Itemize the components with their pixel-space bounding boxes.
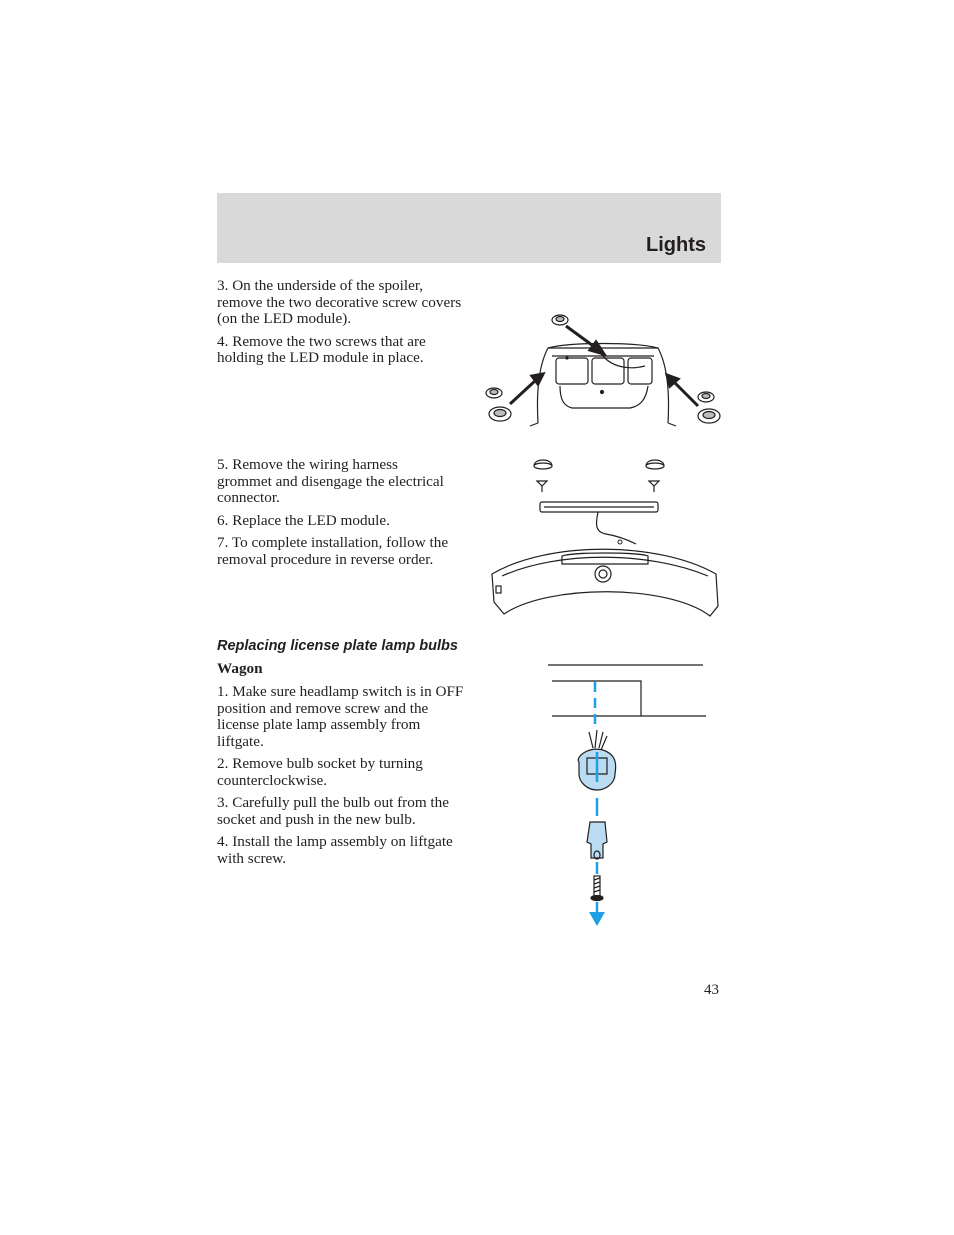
spoiler-underside-illustration (480, 308, 725, 428)
screw-cover-top (552, 315, 568, 325)
wagon-label: Wagon (217, 660, 263, 677)
license-step-3: 3. Carefully pull the bulb out from the socket and push in the new bulb. (217, 794, 449, 828)
section-header-band (217, 193, 721, 263)
bulb-part (587, 822, 607, 859)
spoiler-part (492, 549, 718, 616)
screw-cover-right (698, 392, 720, 423)
license-lamp-illustration (545, 662, 710, 930)
screw-cover-left (486, 388, 511, 421)
direction-arrow (589, 912, 605, 926)
spoiler-steps (217, 278, 462, 373)
module-steps (217, 457, 453, 574)
license-step-1: 1. Make sure headlamp switch is in OFF position and remove screw and the license plate lamp assembly from liftgate. (217, 683, 464, 750)
step-3: 3. On the underside of the spoiler, remove the two decorative screw covers (on the LED module). (217, 277, 462, 327)
step-7: 7. To complete installation, follow the removal procedure in reverse order. (217, 534, 449, 568)
license-step-4: 4. Install the lamp assembly on liftgate with screw. (217, 833, 453, 867)
section-title: Lights (646, 234, 706, 256)
step-4: 4. Remove the two screws that are holding the LED module in place. (217, 332, 426, 366)
page-number: 43 (704, 982, 719, 998)
led-module-illustration (488, 456, 723, 626)
license-lamp-heading: Replacing license plate lamp bulbs (217, 638, 458, 654)
step-5: 5. Remove the wiring harness grommet and disengage the electrical connector. (217, 456, 444, 506)
screw-part (591, 876, 603, 901)
step-6: 6. Replace the LED module. (217, 511, 390, 529)
license-steps (217, 684, 469, 873)
license-step-2: 2. Remove bulb socket by turning counterclockwise. (217, 755, 423, 789)
